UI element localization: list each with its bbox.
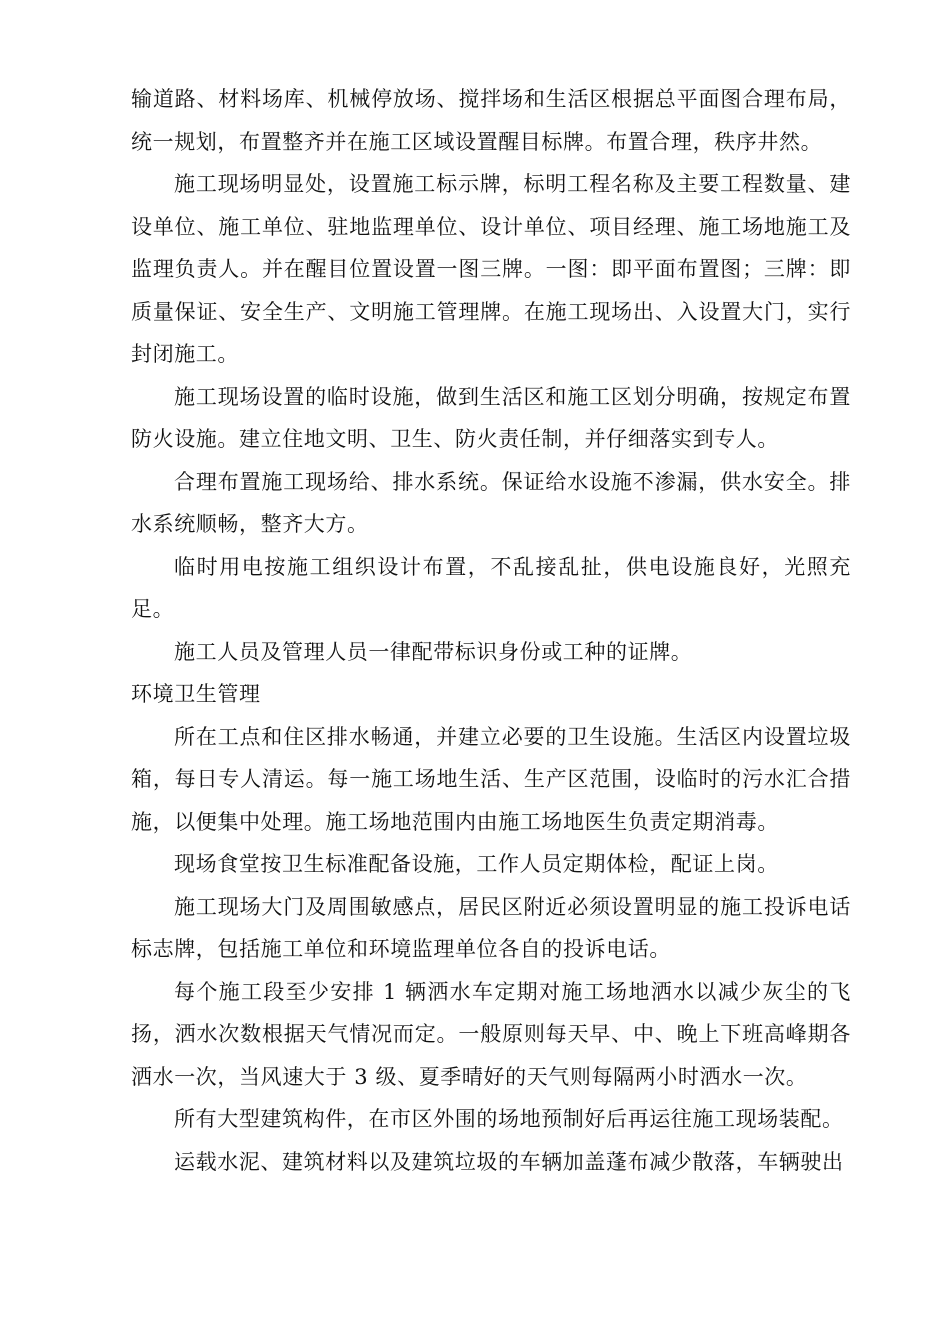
paragraph-transport-covering: 运载水泥、建筑材料以及建筑垃圾的车辆加盖蓬布减少散落，车辆驶出 <box>174 1149 844 1174</box>
paragraph-temporary-power: 临时用电按施工组织设计布置，不乱接乱扯，供电设施良好，光照充足。 <box>131 554 851 621</box>
paragraph-sanitation-facilities: 所在工点和住区排水畅通，并建立必要的卫生设施。生活区内设置垃圾箱，每日专人清运。每一施工场地生活、生产区范围，设临时的污水汇合措施，以便集中处理。施工场地范围内由施工场地医生负责定期消毒。 <box>131 724 851 834</box>
paragraph-complaint-hotline: 施工现场大门及周围敏感点，居民区附近必须设置明显的施工投诉电话标志牌，包括施工单位和环境监理单位各自的投诉电话。 <box>131 894 851 961</box>
paragraph-canteen: 现场食堂按卫生标准配备设施，工作人员定期体检，配证上岗。 <box>174 852 779 876</box>
paragraph-id-badges: 施工人员及管理人员一律配带标识身份或工种的证牌。 <box>174 639 693 664</box>
paragraph-prefabrication: 所有大型建筑构件，在市区外围的场地预制好后再运往施工现场装配。 <box>174 1107 844 1131</box>
paragraph-water-sprinkling: 每个施工段至少安排 1 辆洒水车定期对施工场地洒水以减少灰尘的飞扬，洒水次数根据天气情况而定。一般原则每天早、中、晚上下班高峰期各洒水一次，当风速大于 3 级、夏季晴好的天气则每隔两小时洒水一次。 <box>131 979 851 1089</box>
paragraph-layout-intro: 输道路、材料场库、机械停放场、搅拌场和生活区根据总平面图合理布局，统一规划，布置整齐并在施工区域设置醒目标牌。布置合理，秩序井然。 <box>131 87 851 154</box>
paragraph-temporary-facilities: 施工现场设置的临时设施，做到生活区和施工区划分明确，按规定布置防火设施。建立住地文明、卫生、防火责任制，并仔细落实到专人。 <box>131 384 851 451</box>
section-heading-sanitation: 环境卫生管理 <box>131 682 261 706</box>
document-page <box>131 78 851 1183</box>
paragraph-water-drainage: 合理布置施工现场给、排水系统。保证给水设施不渗漏，供水安全。排水系统顺畅，整齐大方。 <box>131 469 851 536</box>
paragraph-signboards: 施工现场明显处，设置施工标示牌，标明工程名称及主要工程数量、建设单位、施工单位、驻地监理单位、设计单位、项目经理、施工场地施工及监理负责人。并在醒目位置设置一图三牌。一图：即平面布置图；三牌：即质量保证、安全生产、文明施工管理牌。在施工现场出、入设置大门，实行封闭施工。 <box>131 172 851 366</box>
